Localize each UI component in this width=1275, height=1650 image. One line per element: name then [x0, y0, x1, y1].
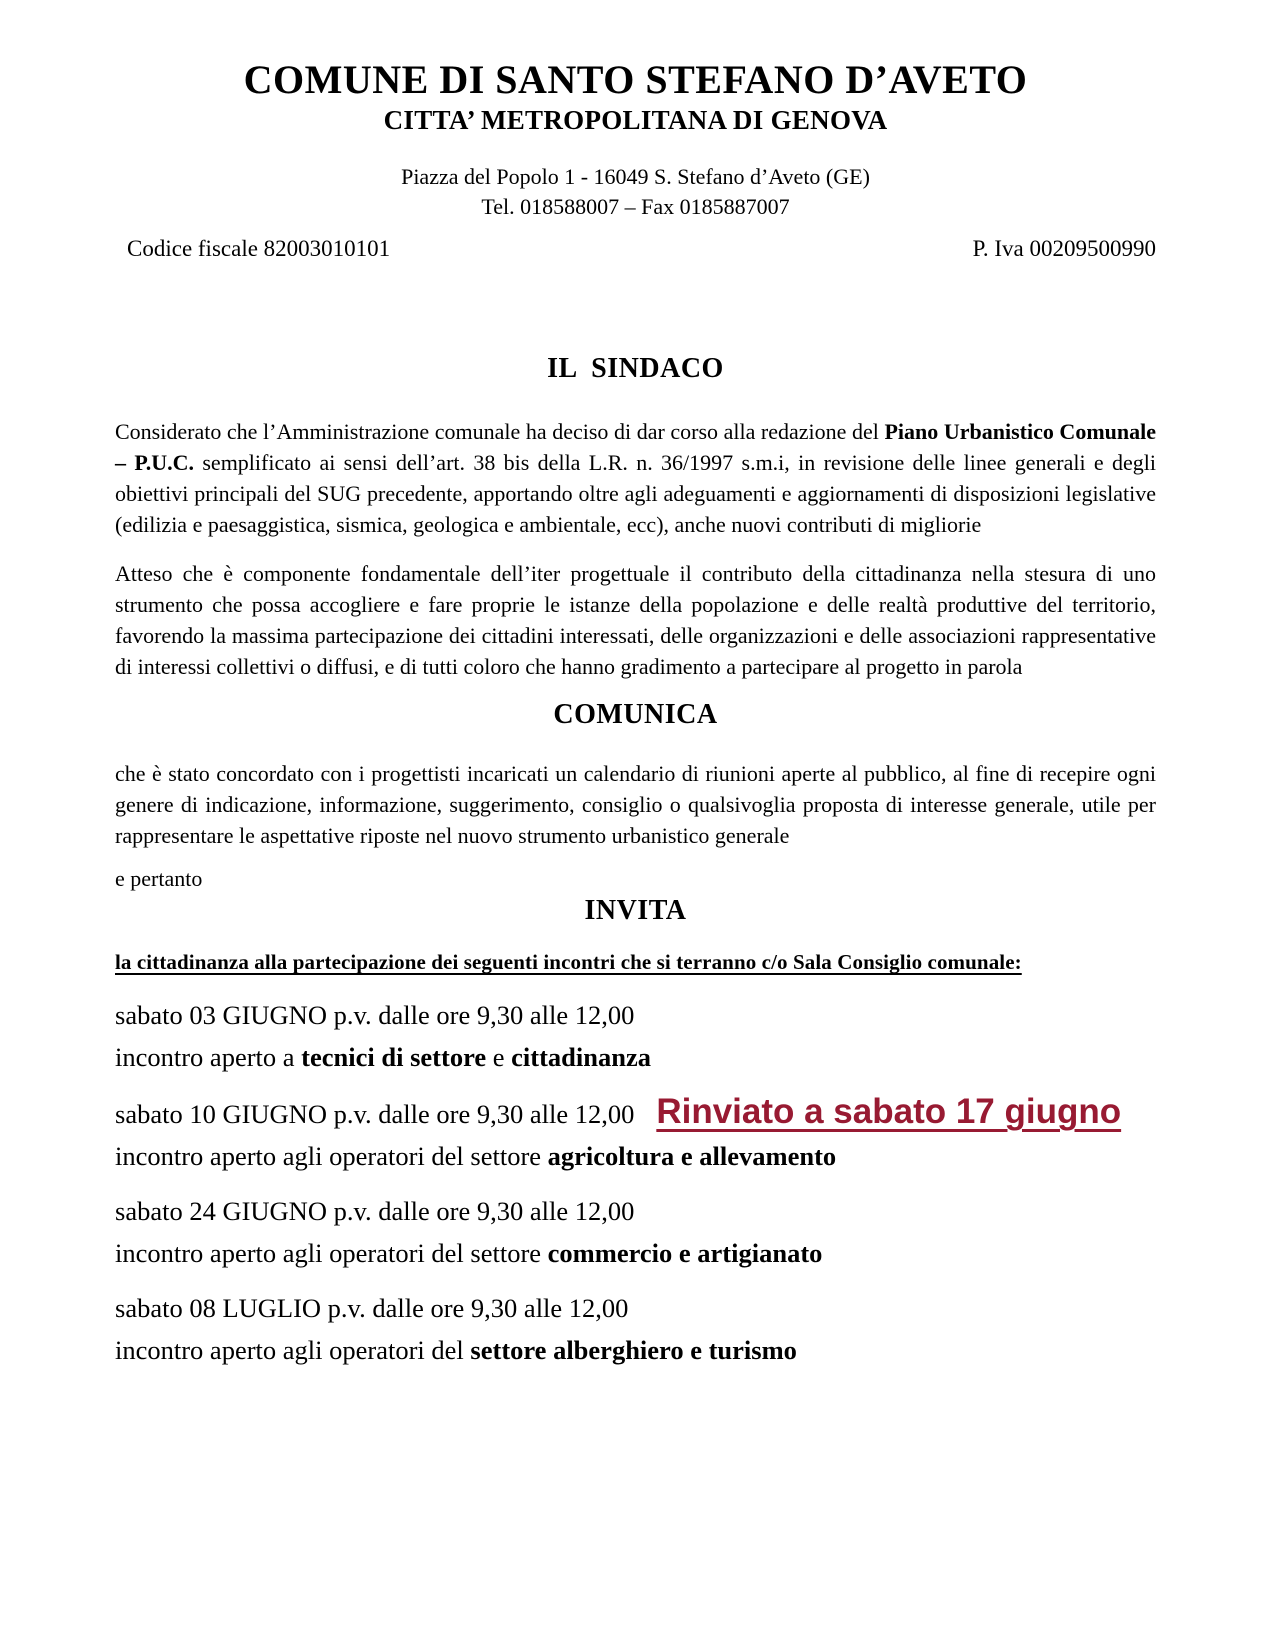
meeting-date — [115, 1091, 1156, 1135]
meeting-desc-bold: cittadinanza — [511, 1042, 652, 1073]
meeting-desc-text: e — [486, 1042, 512, 1073]
meeting-desc-bold: tecnici di settore — [301, 1042, 487, 1073]
fiscal-row — [115, 234, 1156, 264]
meeting-desc-text: incontro aperto agli operatori del — [115, 1335, 471, 1366]
pertanto-line: e pertanto — [115, 866, 203, 892]
meeting-entry-08-luglio — [115, 1287, 1156, 1371]
meeting-desc-text: incontro aperto agli operatori del settore — [115, 1238, 548, 1269]
comunica-heading: COMUNICA — [553, 699, 718, 731]
meeting-desc-bold: settore alberghiero e turismo — [470, 1335, 797, 1366]
paragraph-considerato — [115, 416, 1156, 540]
meeting-desc-text: incontro aperto a — [115, 1042, 302, 1073]
phone-fax-line: Tel. 018588007 – Fax 0185887007 — [481, 194, 790, 220]
address-line: Piazza del Popolo 1 - 16049 S. Stefano d’Aveto (GE) — [401, 164, 870, 190]
meeting-entry-24-giugno — [115, 1190, 1156, 1274]
paragraph-considerato-rest: semplificato ai sensi dell’art. 38 bis della L.R. n. 36/1997 s.m.i, in revisione delle linee generali e degli obiettivi principali del SUG precedente, apportando oltre agli adeguamenti e aggiornamenti di disposizioni legislative (edilizia e paesaggistica, sismica, geologica e ambientale, ecc), anche nuovi contributi di migliorie — [115, 450, 1156, 538]
meeting-description — [115, 1135, 1156, 1177]
postponed-note: Rinviato a sabato 17 giugno — [656, 1092, 1122, 1132]
meeting-entry-10-giugno — [115, 1091, 1156, 1177]
invita-heading: INVITA — [584, 895, 687, 927]
meeting-date-text: sabato 08 LUGLIO p.v. dalle ore 9,30 alle 12,00 — [115, 1293, 629, 1324]
puc-bold-text: Piano Urbanistico Comunale – P.U.C. — [115, 419, 1156, 476]
letterhead — [115, 58, 1156, 264]
comune-title: COMUNE DI SANTO STEFANO D’AVETO — [243, 57, 1028, 102]
meeting-desc-text: incontro aperto agli operatori del settore — [115, 1141, 548, 1172]
paragraph-atteso: Atteso che è componente fondamentale dell’iter progettuale il contributo della cittadinanza nella stesura di uno strumento che possa accogliere e fare proprie le istanze della popolazione e delle realtà produttive del territorio, favorendo la massima partecipazione dei cittadini interessati, delle organizzazioni e delle associazioni rappresentative di interessi collettivi o diffusi, e di tutti coloro che hanno gradimento a partecipare al progetto in parola — [115, 561, 1156, 680]
meeting-date-text: sabato 03 GIUGNO p.v. dalle ore 9,30 alle 12,00 — [115, 1000, 635, 1031]
paragraph-comunica: che è stato concordato con i progettisti incaricati un calendario di riunioni aperte al pubblico, al fine di recepire ogni genere di indicazione, informazione, suggerimento, consiglio o qualsivoglia proposta di interesse generale, utile per rappresentare le aspettative riposte nel nuovo strumento urbanistico generale — [115, 761, 1156, 849]
sindaco-heading: IL SINDACO — [547, 353, 724, 385]
meeting-date — [115, 994, 1156, 1036]
meeting-description — [115, 1329, 1156, 1371]
meeting-date-text: sabato 10 GIUGNO p.v. dalle ore 9,30 alle 12,00 — [115, 1099, 635, 1130]
partita-iva: P. Iva 00209500990 — [972, 236, 1156, 262]
meeting-desc-bold: agricoltura e allevamento — [547, 1141, 837, 1172]
paragraph-considerato-text: Considerato che l’Amministrazione comunale ha deciso di dar corso alla redazione del — [115, 419, 885, 445]
notice-body — [115, 352, 1156, 1371]
citta-metropolitana-subtitle: CITTA’ METROPOLITANA DI GENOVA — [383, 105, 888, 136]
meeting-date-text: sabato 24 GIUGNO p.v. dalle ore 9,30 alle 12,00 — [115, 1196, 635, 1227]
invite-line: la cittadinanza alla partecipazione dei seguenti incontri che si terranno c/o Sala Consiglio comunale: — [115, 950, 1022, 975]
codice-fiscale: Codice fiscale 82003010101 — [127, 236, 391, 262]
meeting-date — [115, 1287, 1156, 1329]
meeting-desc-bold: commercio e artigianato — [547, 1238, 823, 1269]
meeting-entry-03-giugno — [115, 994, 1156, 1078]
meeting-description — [115, 1232, 1156, 1274]
meeting-date — [115, 1190, 1156, 1232]
meetings-list — [115, 994, 1156, 1371]
meeting-description — [115, 1036, 1156, 1078]
